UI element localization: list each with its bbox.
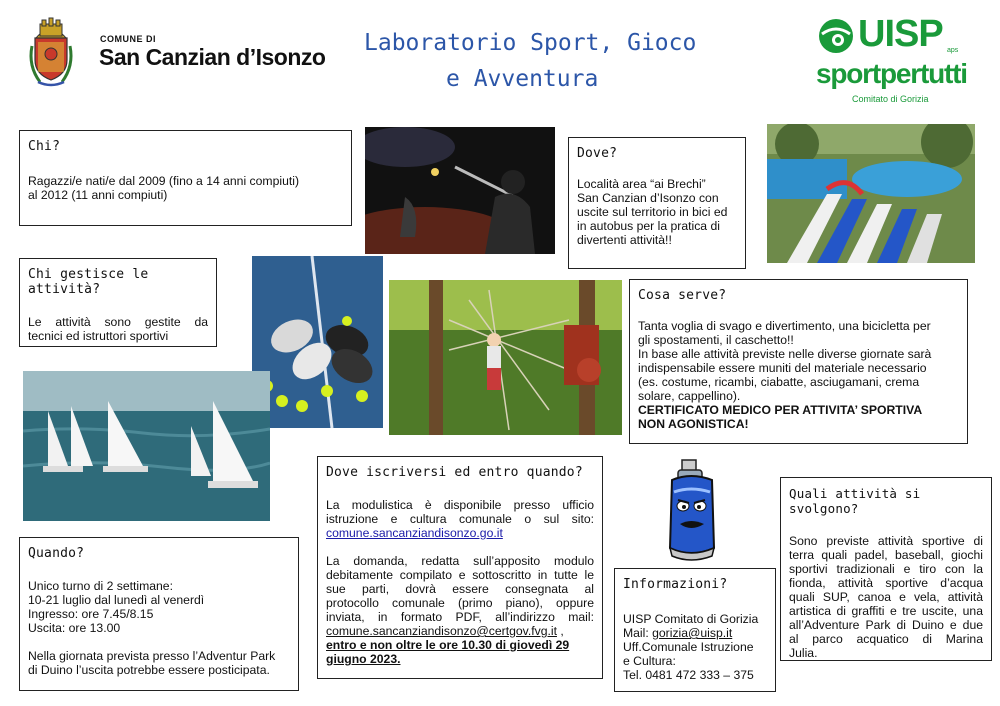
- chi-box: [19, 130, 352, 226]
- deadline-line2: giugno 2023.: [326, 652, 401, 666]
- quando-line4: Uscita: ore 13.00: [28, 621, 121, 635]
- dove-box: [568, 137, 746, 269]
- pec-email-link[interactable]: comune.sancanziandisonzo@certgov.fvg.it: [326, 624, 557, 638]
- iscriversi-title: Dove iscriversi ed entro quando?: [326, 465, 583, 480]
- gestisce-line2: tecnici ed istruttori sportivi: [28, 329, 169, 343]
- iscriversi-link-row: [326, 526, 594, 540]
- quando-title: Quando?: [28, 546, 85, 561]
- sailing-photo: [23, 371, 270, 521]
- informazioni-box: [614, 568, 776, 692]
- adventure-park-photo: [389, 280, 622, 435]
- iscriversi-p2-line2: debitamente compilato e sottoscritto in tutte le: [326, 568, 594, 582]
- chi-title: Chi?: [28, 139, 61, 154]
- iscriversi-p2-line3: sue parti, dovrà essere consegnata al: [326, 582, 594, 596]
- informazioni-line3: Uff.Comunale Istruzione: [623, 640, 754, 654]
- iscriversi-p1-line1: La modulistica è disponibile presso ufficio: [326, 498, 594, 512]
- quando-line6: di Duino l’uscita potrebbe essere posticipata.: [28, 663, 270, 677]
- cosa-line4: indispensabile essere muniti del materiale necessario: [638, 361, 927, 375]
- quando-line3: Ingresso: ore 7.45/8.15: [28, 607, 154, 621]
- quando-line1: Unico turno di 2 settimane:: [28, 579, 173, 593]
- attivita-line5: quali SUP, canoa e vela, attività: [789, 590, 983, 604]
- uisp-tagline: sportpertutti: [816, 58, 967, 89]
- attivita-line2: terra quali padel, baseball, giochi: [789, 548, 983, 562]
- attivita-box: [780, 477, 992, 661]
- uisp-logo-icon: [816, 16, 856, 54]
- email-comma: ,: [556, 624, 564, 638]
- cosa-box: [629, 279, 968, 444]
- quando-line5: Nella giornata prevista presso l’Adventur Park: [28, 649, 276, 663]
- dove-line1: Località area “ai Brechi”: [577, 177, 706, 191]
- waterpark-photo: [767, 124, 975, 263]
- uisp-email-link[interactable]: gorizia@uisp.it: [652, 626, 733, 640]
- iscriversi-p1-line2: istruzione e cultura comunale o sul sito:: [326, 512, 594, 526]
- gestisce-title: Chi gestisce le attività?: [28, 267, 149, 297]
- iscriversi-p2-line4: protocollo comunale (primo piano), oppure: [326, 596, 594, 610]
- attivita-line8: al parco acquatico di Marina: [789, 632, 983, 646]
- attivita-line3: sportivi tradizionali e tiro con la: [789, 562, 983, 576]
- dove-line2: San Canzian d’Isonzo con: [577, 191, 719, 205]
- informazioni-line5: Tel. 0481 472 333 – 375: [623, 668, 754, 682]
- comune-prefix: COMUNE DI: [100, 34, 156, 44]
- iscriversi-p2-line5: inviata, in formato PDF, all’indirizzo mail:: [326, 610, 594, 624]
- attivita-title: Quali attività si svolgono?: [789, 486, 921, 516]
- informazioni-title: Informazioni?: [623, 577, 728, 592]
- page-title-line1: Laboratorio Sport, Gioco: [364, 30, 697, 56]
- iscriversi-box: [317, 456, 603, 679]
- dove-line3: uscite sul territorio in bici ed: [577, 205, 728, 219]
- chi-line2: al 2012 (11 anni compiuti): [28, 188, 168, 202]
- coat-of-arms-icon: [26, 16, 76, 88]
- iscriversi-email-row: [326, 624, 594, 638]
- cosa-certificato-line1: CERTIFICATO MEDICO PER ATTIVITA’ SPORTIVA: [638, 403, 923, 417]
- chi-line1: Ragazzi/e nati/e dal 2009 (fino a 14 anni compiuti): [28, 174, 299, 188]
- comune-website-link[interactable]: comune.sancanziandisonzo.go.it: [326, 526, 503, 540]
- gestisce-box: [19, 258, 217, 347]
- informazioni-mail-row: [623, 626, 767, 640]
- attivita-line9: Julia.: [789, 646, 818, 660]
- quando-box: [19, 537, 299, 691]
- mail-label: Mail:: [623, 626, 653, 640]
- attivita-line6: artistica di graffiti e tre uscite, una: [789, 604, 983, 618]
- dove-title: Dove?: [577, 146, 618, 161]
- cosa-line2: gli spostamenti, il caschetto!!: [638, 333, 794, 347]
- spray-can-mascot-icon: [660, 458, 722, 562]
- baseball-photo: [365, 127, 555, 254]
- cosa-line6: solare, cappellino).: [638, 389, 741, 403]
- gestisce-line1: Le attività sono gestite da: [28, 315, 208, 329]
- page-title-line2: e Avventura: [446, 66, 599, 92]
- comune-name: San Canzian d’Isonzo: [99, 44, 326, 70]
- deadline-line1: entro e non oltre le ore 10.30 di giovedì 29: [326, 638, 570, 652]
- iscriversi-p2-line1: La domanda, redatta sull’apposito modulo: [326, 554, 594, 568]
- attivita-line1: Sono previste attività sportive di: [789, 534, 983, 548]
- padel-photo: [252, 256, 383, 428]
- dove-line5: divertenti attività!!: [577, 233, 672, 247]
- uisp-aps: aps: [947, 47, 959, 54]
- uisp-committee: Comitato di Gorizia: [852, 94, 929, 104]
- attivita-line7: all’Adventure Park di Duino e due: [789, 618, 983, 632]
- cosa-line3: In base alle attività previste nelle diverse giornate sarà: [638, 347, 932, 361]
- cosa-certificato-line2: NON AGONISTICA!: [638, 417, 749, 431]
- quando-line2: 10-21 luglio dal lunedì al venerdì: [28, 593, 205, 607]
- uisp-brand: UISP: [858, 13, 943, 55]
- informazioni-line4: e Cultura:: [623, 654, 676, 668]
- cosa-line1: Tanta voglia di svago e divertimento, una bicicletta per: [638, 319, 931, 333]
- cosa-line5: (es. costume, ricambi, ciabatte, asciugamani, crema: [638, 375, 920, 389]
- informazioni-line1: UISP Comitato di Gorizia: [623, 612, 759, 626]
- cosa-title: Cosa serve?: [638, 288, 727, 303]
- attivita-line4: fionda, attività sportive d’acqua: [789, 576, 983, 590]
- dove-line4: in autobus per la pratica di: [577, 219, 720, 233]
